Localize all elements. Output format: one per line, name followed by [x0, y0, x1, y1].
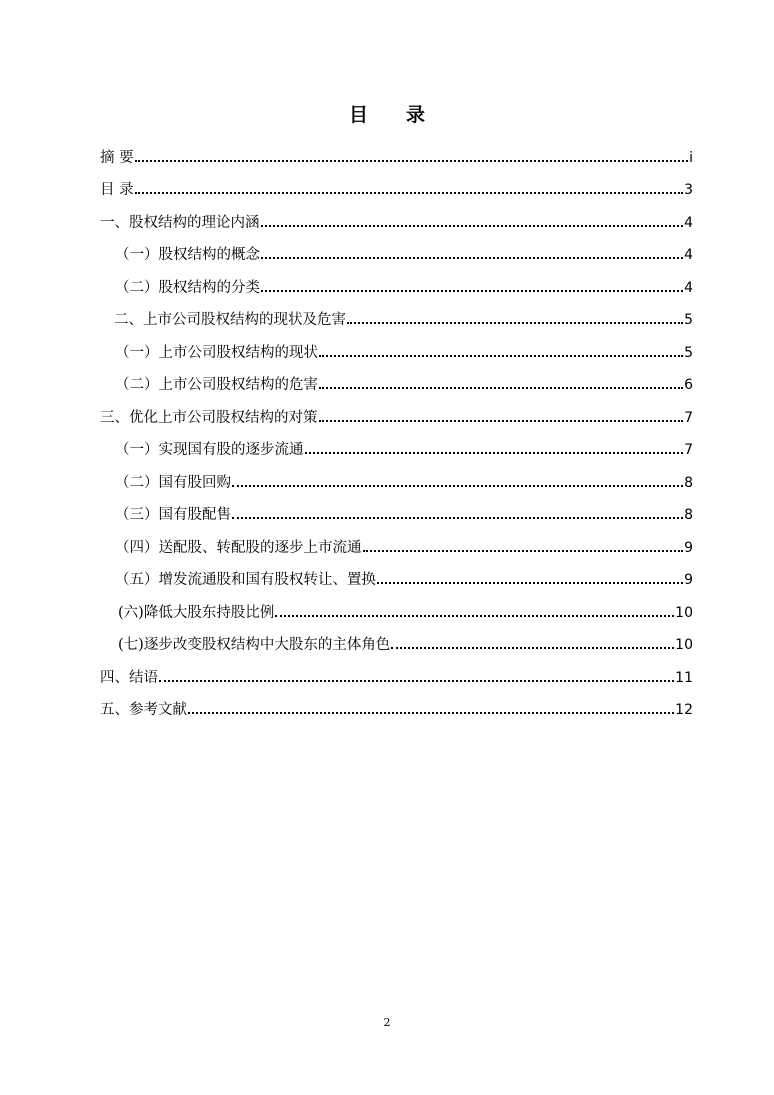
toc-entry-page: 5 — [684, 344, 693, 361]
toc-entry[interactable] — [100, 202, 693, 235]
toc-entry-page: i — [689, 149, 693, 166]
toc-entry-page: 4 — [684, 279, 693, 296]
toc-entry-label: （一）股权结构的概念 — [115, 247, 260, 263]
toc-entry[interactable] — [100, 560, 693, 593]
toc-entry-label: （一）上市公司股权结构的现状 — [115, 344, 318, 361]
toc-title-text: 目 录 — [348, 104, 425, 126]
page-title — [0, 100, 774, 127]
toc-entry[interactable] — [100, 495, 693, 528]
toc-dot-leader — [319, 420, 684, 422]
toc-entry[interactable] — [100, 397, 693, 430]
toc-entry[interactable] — [100, 332, 693, 365]
toc-dot-leader — [159, 680, 674, 682]
toc-entry-page: 10 — [675, 637, 693, 653]
toc-entry-page: 4 — [684, 214, 693, 231]
toc-entry[interactable] — [100, 657, 693, 690]
toc-entry-label: 五、参考文献 — [100, 702, 187, 718]
toc-entry[interactable] — [100, 625, 693, 658]
toc-entry[interactable] — [100, 235, 693, 268]
toc-dot-leader — [391, 647, 674, 649]
toc-entry[interactable] — [100, 300, 693, 333]
toc-dot-leader — [319, 387, 683, 389]
toc-entry[interactable] — [100, 137, 693, 170]
toc-dot-leader — [261, 225, 684, 227]
toc-list — [100, 137, 693, 722]
toc-entry-label: （五）增发流通股和国有股权转让、置换 — [115, 572, 376, 588]
toc-entry-label: （二）股权结构的分类 — [115, 279, 260, 296]
toc-entry-page: 9 — [684, 539, 693, 556]
toc-entry-page: 7 — [684, 409, 693, 426]
toc-entry-page: 8 — [684, 507, 693, 523]
toc-entry-page: 9 — [684, 572, 693, 588]
toc-entry-label: （三）国有股配售 — [115, 507, 231, 523]
toc-entry-label: 四、结语 — [100, 669, 158, 686]
toc-entry-page: 5 — [684, 312, 693, 328]
toc-entry-label: (七)逐步改变股权结构中大股东的主体角色 — [118, 637, 391, 653]
toc-entry-page: 4 — [684, 247, 693, 263]
toc-dot-leader — [275, 615, 674, 617]
toc-dot-leader — [305, 452, 684, 454]
toc-entry[interactable] — [100, 267, 693, 300]
toc-entry-page: 12 — [675, 702, 693, 718]
toc-entry-label: 二、上市公司股权结构的现状及危害 — [114, 312, 346, 328]
toc-dot-leader — [232, 485, 683, 487]
toc-entry-page: 8 — [684, 474, 693, 491]
toc-entry[interactable] — [100, 170, 693, 203]
toc-dot-leader — [261, 257, 683, 259]
toc-dot-leader — [319, 355, 683, 357]
toc-dot-leader — [377, 582, 683, 584]
toc-dot-leader — [135, 160, 689, 162]
toc-entry-label: 目 录 — [100, 182, 134, 198]
toc-entry[interactable] — [100, 462, 693, 495]
toc-entry-label: (六)降低大股东持股比例 — [118, 604, 275, 621]
toc-entry[interactable] — [100, 527, 693, 560]
toc-entry-label: （一）实现国有股的逐步流通 — [115, 442, 304, 458]
toc-entry[interactable] — [100, 430, 693, 463]
toc-dot-leader — [347, 322, 683, 324]
toc-entry-label: （二）国有股回购 — [115, 474, 231, 491]
toc-entry[interactable] — [100, 365, 693, 398]
toc-entry-label: 三、优化上市公司股权结构的对策 — [100, 409, 318, 426]
toc-entry-label: 一、股权结构的理论内涵 — [100, 214, 260, 231]
toc-dot-leader — [232, 517, 683, 519]
toc-entry-page: 10 — [675, 604, 693, 621]
toc-entry[interactable] — [100, 592, 693, 625]
toc-dot-leader — [135, 192, 683, 194]
toc-dot-leader — [188, 712, 674, 714]
toc-dot-leader — [261, 290, 683, 292]
toc-entry-page: 7 — [684, 442, 693, 458]
toc-entry-page: 11 — [675, 669, 693, 686]
toc-entry-page: 3 — [684, 182, 693, 198]
toc-entry-page: 6 — [684, 377, 693, 393]
toc-entry[interactable] — [100, 690, 693, 723]
toc-entry-label: 摘 要 — [100, 149, 134, 166]
toc-entry-label: （四）送配股、转配股的逐步上市流通 — [115, 539, 362, 556]
toc-entry-label: （二）上市公司股权结构的危害 — [115, 377, 318, 393]
toc-dot-leader — [363, 550, 684, 552]
footer-page-number: 2 — [383, 1016, 391, 1029]
